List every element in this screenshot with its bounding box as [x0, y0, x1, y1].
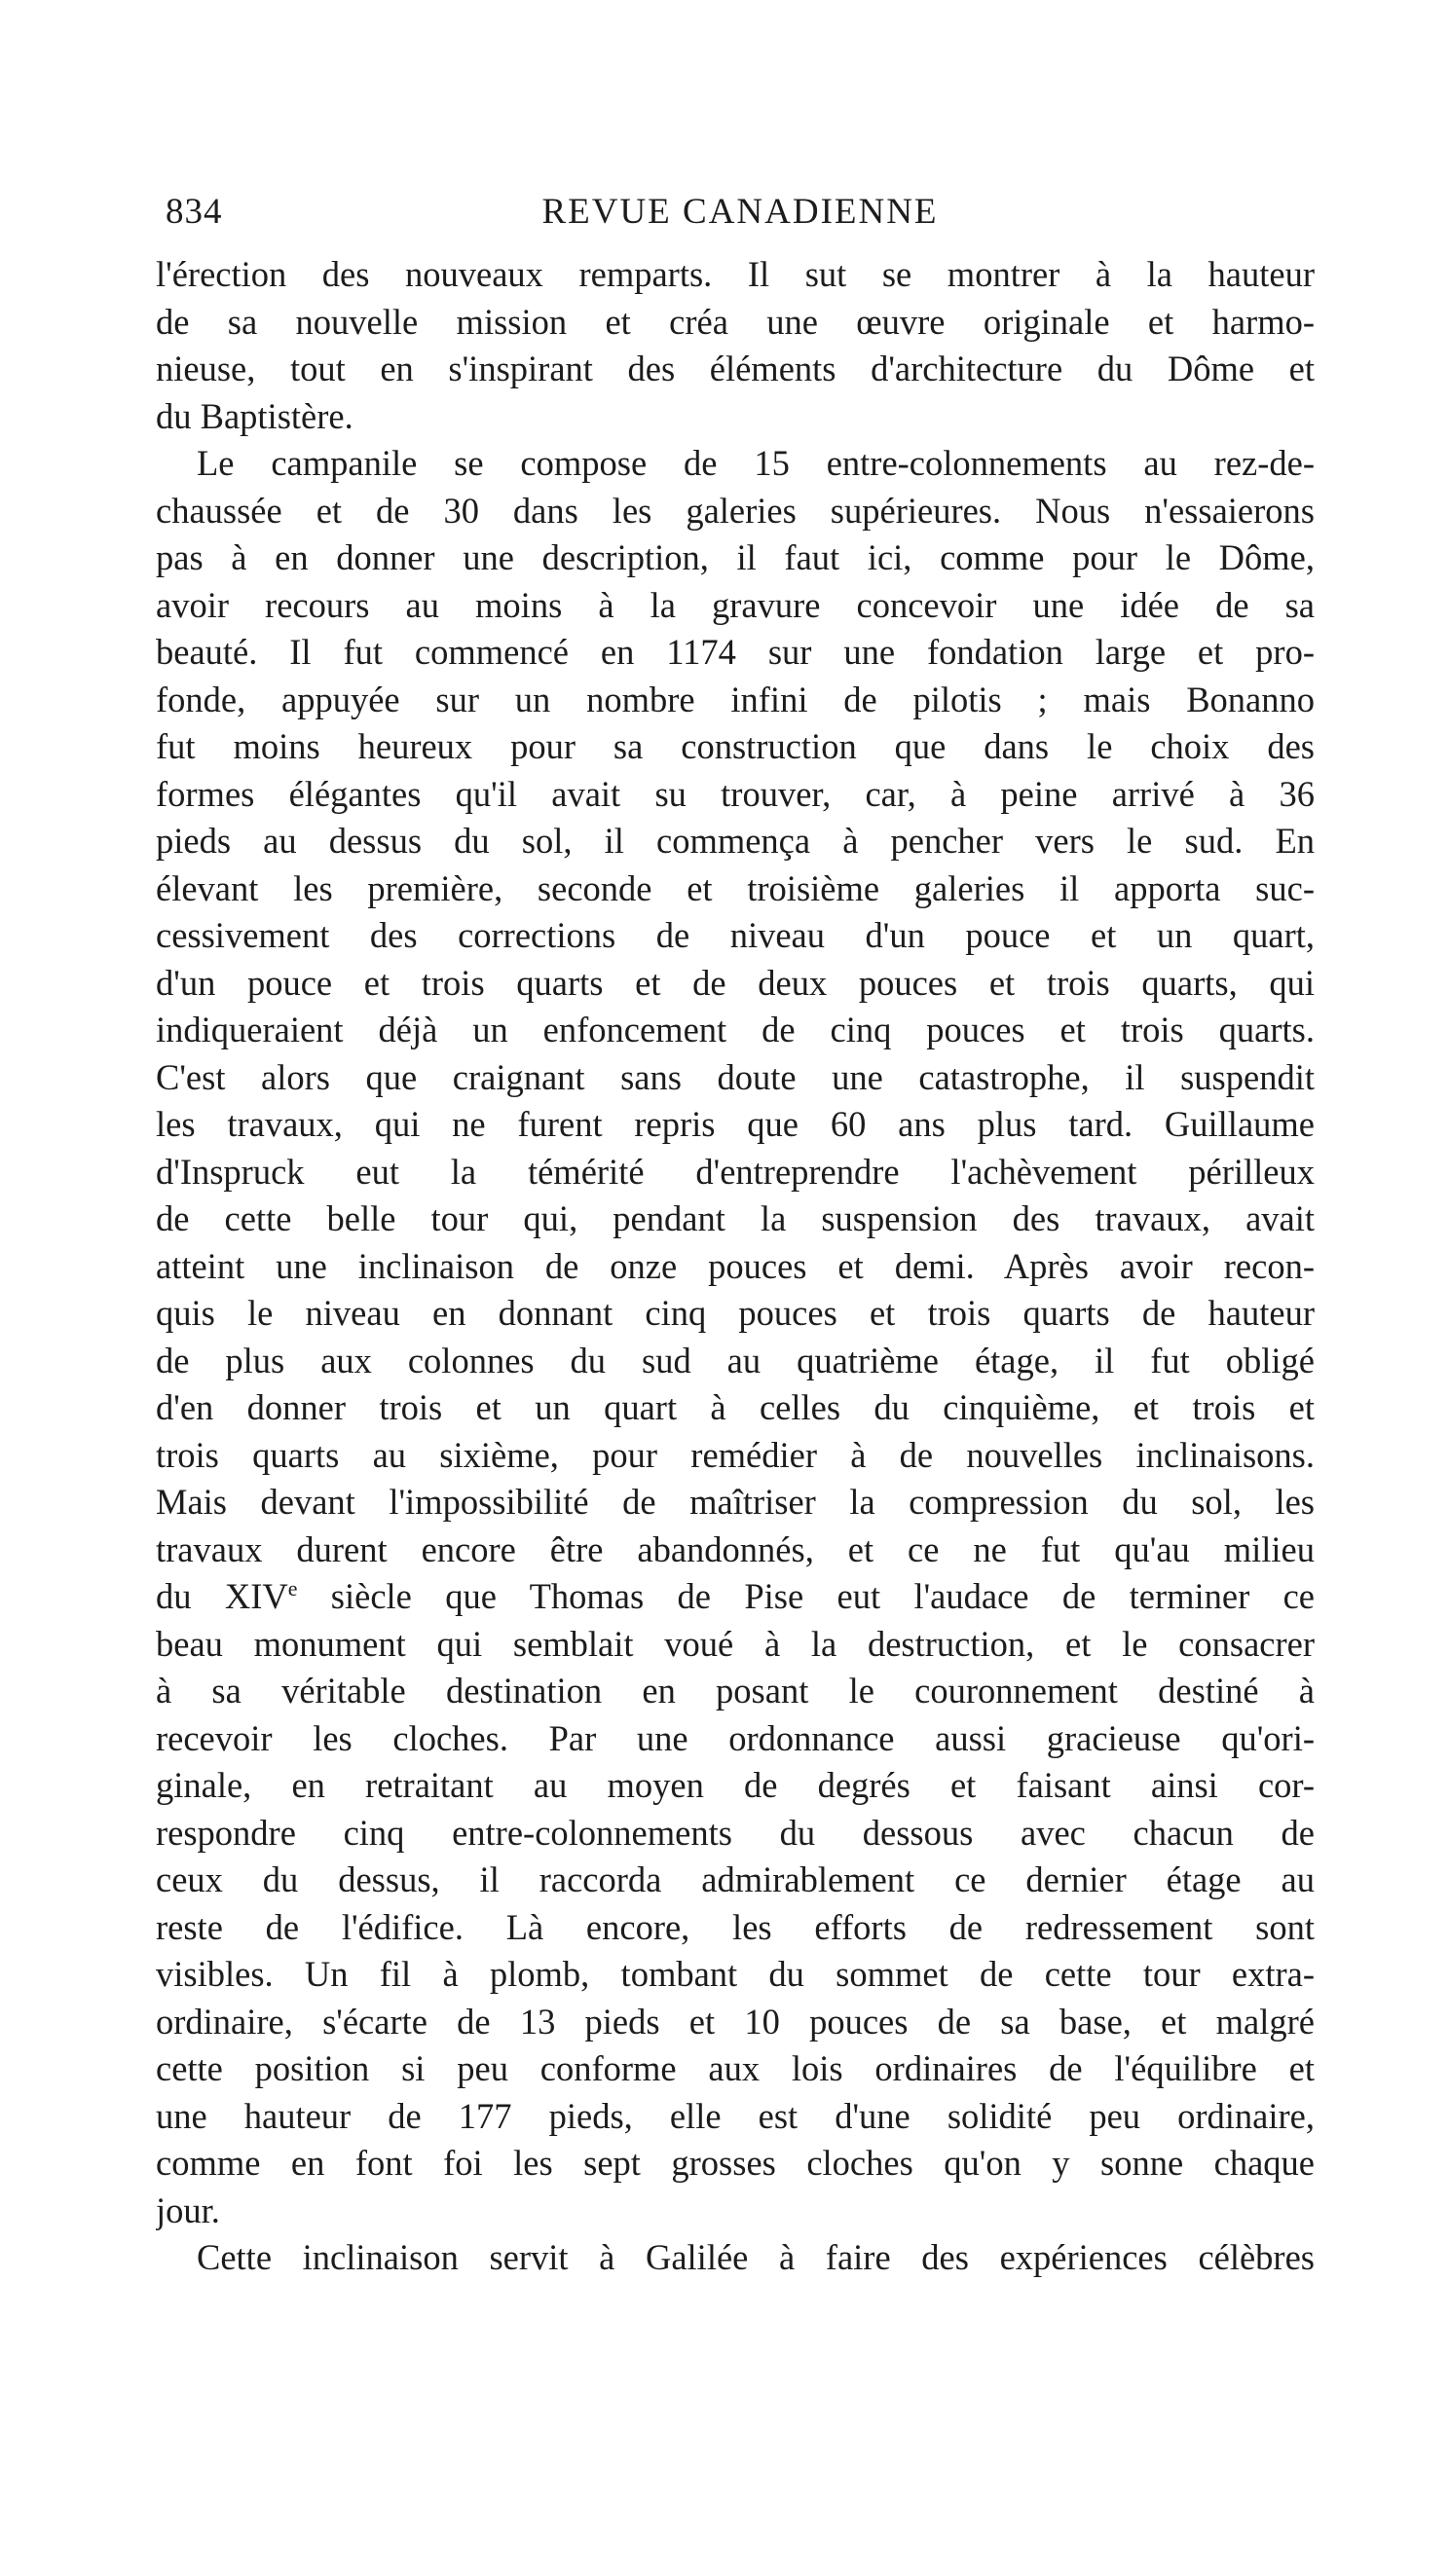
text-line: de sa nouvelle mission et créa une œuvre originale et harmo- — [156, 301, 1315, 342]
superscript: e — [287, 1575, 298, 1601]
page-header — [166, 191, 1315, 239]
text-line: respondre cinq entre-colonnements du dessous avec chacun de — [156, 1812, 1315, 1853]
text-line: Le campanile se compose de 15 entre-colonnements au rez-de- — [197, 443, 1315, 483]
text-line: chaussée et de 30 dans les galeries supérieures. Nous n'essaierons — [156, 490, 1315, 531]
text-line: ceux du dessus, il raccorda admirablement ce dernier étage au — [156, 1859, 1315, 1899]
text-line: d'en donner trois et un quart à celles du cinquième, et trois et — [156, 1387, 1315, 1427]
text-line: élevant les première, seconde et troisième galeries il apporta suc- — [156, 867, 1315, 908]
text-line: Cette inclinaison servit à Galilée à faire des expériences célèbres — [197, 2237, 1315, 2277]
running-title: REVUE CANADIENNE — [541, 192, 939, 232]
text-line: C'est alors que craignant sans doute une catastrophe, il suspendit — [156, 1056, 1315, 1097]
text-line: trois quarts au sixième, pour remédier à de nouvelles inclinaisons. — [156, 1434, 1315, 1475]
text-line: atteint une inclinaison de onze pouces et demi. Après avoir recon- — [156, 1245, 1315, 1286]
text-line: les travaux, qui ne furent repris que 60 ans plus tard. Guillaume — [156, 1104, 1315, 1144]
text-line: travaux durent encore être abandonnés, et ce ne fut qu'au milieu — [156, 1528, 1315, 1569]
text-line: reste de l'édifice. Là encore, les efforts de redressement sont — [156, 1906, 1315, 1947]
text-line: l'érection des nouveaux remparts. Il sut se montrer à la hauteur — [156, 254, 1315, 294]
body-text — [156, 251, 1315, 2282]
text-line: d'un pouce et trois quarts et de deux pouces et trois quarts, qui — [156, 962, 1315, 1003]
text-line: jour. — [156, 2190, 220, 2230]
text-line: formes élégantes qu'il avait su trouver, car, à peine arrivé à 36 — [156, 773, 1315, 814]
paragraph-1 — [156, 251, 1315, 440]
text-line: d'Inspruck eut la témérité d'entreprendre l'achèvement périlleux — [156, 1151, 1315, 1192]
text-line: avoir recours au moins à la gravure concevoir une idée de sa — [156, 584, 1315, 625]
text-line: de plus aux colonnes du sud au quatrième étage, il fut obligé — [156, 1340, 1315, 1380]
text-line: fonde, appuyée sur un nombre infini de pilotis ; mais Bonanno — [156, 679, 1315, 719]
text-line: du Baptistère. — [156, 395, 353, 436]
text-line: indiqueraient déjà un enfoncement de cinq pouces et trois quarts. — [156, 1010, 1315, 1049]
paragraph-3 — [156, 2234, 1315, 2282]
text-line: cessivement des corrections de niveau d'un pouce et un quart, — [156, 915, 1315, 955]
text-line: une hauteur de 177 pieds, elle est d'une solidité peu ordinaire, — [156, 2095, 1315, 2136]
text-line: comme en font foi les sept grosses cloches qu'on y sonne chaque — [156, 2143, 1315, 2183]
text-fragment: siècle que Thomas de Pise eut l'audace de terminer ce — [297, 1576, 1315, 1616]
text-line: ordinaire, s'écarte de 13 pieds et 10 pouces de sa base, et malgré — [156, 2001, 1315, 2042]
text-line: à sa véritable destination en posant le couronnement destiné à — [156, 1671, 1315, 1711]
text-line: fut moins heureux pour sa construction que dans le choix des — [156, 726, 1315, 766]
text-line: beau monument qui semblait voué à la destruction, et le consacrer — [156, 1623, 1315, 1664]
text-line: Mais devant l'impossibilité de maîtriser la compression du sol, les — [156, 1482, 1315, 1522]
text-line: pieds au dessus du sol, il commença à pencher vers le sud. En — [156, 821, 1315, 861]
text-line: pas à en donner une description, il faut ici, comme pour le Dôme, — [156, 537, 1315, 577]
text-line: cette position si peu conforme aux lois ordinaires de l'équilibre et — [156, 2048, 1315, 2088]
paragraph-2 — [156, 440, 1315, 2234]
text-line: beauté. Il fut commencé en 1174 sur une fondation large et pro- — [156, 632, 1315, 672]
text-line: recevoir les cloches. Par une ordonnance aussi gracieuse qu'ori- — [156, 1717, 1315, 1758]
text-line: ginale, en retraitant au moyen de degrés et faisant ainsi cor- — [156, 1765, 1315, 1805]
text-line: de cette belle tour qui, pendant la suspension des travaux, avait — [156, 1198, 1315, 1238]
text-line: nieuse, tout en s'inspirant des éléments d'architecture du Dôme et — [156, 349, 1315, 388]
text-line: quis le niveau en donnant cinq pouces et trois quarts de hauteur — [156, 1293, 1315, 1333]
text-fragment: du XIV — [156, 1576, 288, 1616]
page-number: 834 — [166, 192, 223, 232]
text-line: visibles. Un fil à plomb, tombant du sommet de cette tour extra- — [156, 1954, 1315, 1994]
text-line-xiv — [156, 1573, 1315, 1621]
